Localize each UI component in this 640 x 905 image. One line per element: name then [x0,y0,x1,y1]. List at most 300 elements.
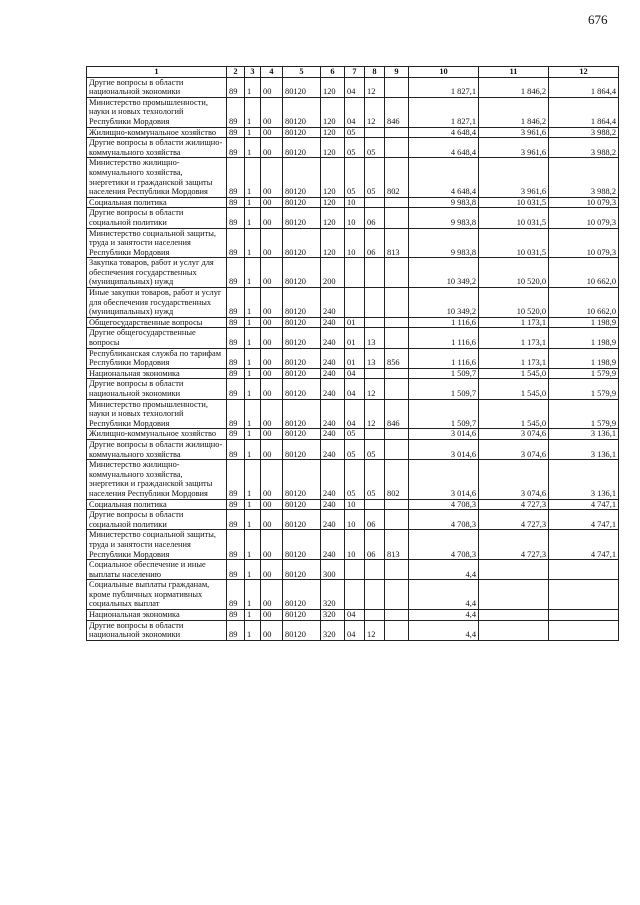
table-cell: 1 864,4 [549,97,619,127]
table-cell: 4 747,1 [549,510,619,530]
table-cell: 89 [227,499,245,510]
table-cell: 1 [245,510,261,530]
table-cell: 1 579,9 [549,399,619,429]
table-cell [385,328,409,348]
table-cell: 1 [245,288,261,318]
row-label-cell: Социальная политика [87,197,227,208]
table-cell: 10 349,2 [409,258,479,288]
table-cell [365,560,385,580]
table-cell: 89 [227,197,245,208]
table-cell: 80120 [283,399,321,429]
table-cell: 80120 [283,77,321,97]
table-cell [479,620,549,640]
table-cell [479,610,549,621]
table-cell: 04 [345,610,365,621]
table-cell: 120 [321,127,345,138]
row-label-cell: Национальная экономика [87,368,227,379]
table-cell: 00 [261,499,283,510]
table-cell: 89 [227,348,245,368]
table-cell: 80120 [283,499,321,510]
table-cell [549,580,619,610]
row-label-cell: Национальная экономика [87,610,227,621]
column-header: 10 [409,67,479,78]
table-cell: 1 827,1 [409,97,479,127]
table-cell: 00 [261,439,283,459]
table-cell: 01 [345,328,365,348]
table-cell: 200 [321,258,345,288]
table-cell: 120 [321,208,345,228]
table-cell: 05 [345,138,365,158]
table-cell: 1 509,7 [409,379,479,399]
table-cell [479,580,549,610]
table-row [87,138,619,158]
table-cell: 06 [365,208,385,228]
table-cell: 10 349,2 [409,288,479,318]
table-cell: 1 864,4 [549,77,619,97]
table-cell: 13 [365,348,385,368]
table-cell: 00 [261,197,283,208]
table-cell: 1 579,9 [549,379,619,399]
table-cell: 4 747,1 [549,530,619,560]
column-header: 8 [365,67,385,78]
table-cell: 4 648,4 [409,138,479,158]
table-cell: 13 [365,328,385,348]
table-cell: 80120 [283,348,321,368]
table-cell: 320 [321,610,345,621]
row-label-cell: Закупка товаров, работ и услуг для обеспечения государственных (муниципальных) нужд [87,258,227,288]
table-cell: 802 [385,158,409,197]
table-cell: 320 [321,620,345,640]
table-cell: 80120 [283,510,321,530]
table-cell: 3 961,6 [479,138,549,158]
table-cell: 1 [245,439,261,459]
row-label-cell: Социальная политика [87,499,227,510]
table-cell [385,317,409,328]
table-cell: 00 [261,158,283,197]
table-cell: 3 074,6 [479,439,549,459]
table-row [87,368,619,379]
table-cell: 10 079,3 [549,228,619,258]
table-cell: 04 [345,399,365,429]
table-cell: 1 198,9 [549,348,619,368]
table-cell: 3 136,1 [549,439,619,459]
table-cell: 80120 [283,258,321,288]
table-cell: 80120 [283,228,321,258]
table-cell: 00 [261,127,283,138]
table-cell: 4,4 [409,620,479,640]
table-cell [365,317,385,328]
table-cell [385,379,409,399]
table-cell: 00 [261,580,283,610]
table-row [87,197,619,208]
table-cell: 4 708,3 [409,530,479,560]
table-cell: 00 [261,97,283,127]
table-cell [385,138,409,158]
table-cell: 1 [245,77,261,97]
row-label-cell: Жилищно-коммунальное хозяйство [87,127,227,138]
row-label-cell: Иные закупки товаров, работ и услуг для обеспечения государственных (муниципальных) нужд [87,288,227,318]
table-cell: 10 [345,499,365,510]
table-cell: 3 074,6 [479,460,549,499]
table-cell: 10 031,5 [479,228,549,258]
table-cell [365,127,385,138]
table-cell: 1 116,6 [409,348,479,368]
table-cell [549,620,619,640]
table-cell: 00 [261,348,283,368]
table-cell: 00 [261,429,283,440]
table-row [87,317,619,328]
table-cell: 4 648,4 [409,127,479,138]
table-cell: 3 961,6 [479,158,549,197]
column-header: 12 [549,67,619,78]
table-cell: 1 [245,97,261,127]
table-cell: 4 648,4 [409,158,479,197]
table-cell: 1 [245,560,261,580]
table-cell: 89 [227,138,245,158]
table-cell: 10 [345,197,365,208]
table-cell [385,127,409,138]
page-number: 676 [588,12,608,27]
table-cell: 00 [261,317,283,328]
table-cell: 80120 [283,197,321,208]
table-cell: 80120 [283,530,321,560]
table-cell: 10 079,3 [549,197,619,208]
table-cell: 80120 [283,580,321,610]
table-row [87,580,619,610]
table-cell: 04 [345,620,365,640]
table-cell: 1 509,7 [409,368,479,379]
row-label-cell: Другие вопросы в области жилищно-коммунального хозяйства [87,439,227,459]
table-cell: 3 074,6 [479,429,549,440]
table-cell: 00 [261,560,283,580]
column-header: 2 [227,67,245,78]
table-cell [365,580,385,610]
table-cell: 10 520,0 [479,288,549,318]
table-cell: 1 173,1 [479,348,549,368]
table-cell: 12 [365,97,385,127]
table-cell: 856 [385,348,409,368]
table-row [87,348,619,368]
table-cell [365,499,385,510]
column-header: 3 [245,67,261,78]
table-row [87,328,619,348]
table-cell: 89 [227,560,245,580]
table-cell: 80120 [283,208,321,228]
table-cell: 04 [345,368,365,379]
table-cell: 1 173,1 [479,317,549,328]
table-row [87,158,619,197]
table-cell: 1 [245,379,261,399]
table-cell: 80120 [283,610,321,621]
table-cell: 89 [227,530,245,560]
table-cell [385,620,409,640]
table-cell: 846 [385,97,409,127]
column-header: 5 [283,67,321,78]
row-label-cell: Другие вопросы в области национальной экономики [87,620,227,640]
table-header-row [87,67,619,78]
table-cell: 00 [261,510,283,530]
table-cell: 10 031,5 [479,208,549,228]
table-cell: 1 116,6 [409,328,479,348]
table-cell: 00 [261,208,283,228]
table-cell: 3 014,6 [409,429,479,440]
table-cell [385,510,409,530]
table-cell [345,560,365,580]
table-cell: 3 961,6 [479,127,549,138]
table-cell: 00 [261,258,283,288]
table-cell [385,288,409,318]
table-cell: 1 [245,368,261,379]
table-cell: 300 [321,560,345,580]
table-cell: 1 116,6 [409,317,479,328]
table-cell: 846 [385,399,409,429]
table-cell: 240 [321,510,345,530]
table-cell: 1 579,9 [549,368,619,379]
table-row [87,208,619,228]
table-cell: 4 708,3 [409,510,479,530]
table-cell: 1 [245,460,261,499]
row-label-cell: Другие вопросы в области национальной экономики [87,77,227,97]
table-cell [385,499,409,510]
table-cell: 05 [345,158,365,197]
table-cell: 89 [227,208,245,228]
table-cell: 05 [345,439,365,459]
table-cell: 3 014,6 [409,460,479,499]
table-cell: 240 [321,460,345,499]
table-cell: 1 [245,138,261,158]
table-cell: 80120 [283,620,321,640]
table-cell: 89 [227,258,245,288]
row-label-cell: Другие вопросы в области социальной политики [87,208,227,228]
table-cell [385,429,409,440]
budget-table [86,66,619,641]
table-cell: 1 846,2 [479,97,549,127]
table-row [87,499,619,510]
table-row [87,97,619,127]
table-row [87,379,619,399]
table-row [87,258,619,288]
table-cell: 80120 [283,368,321,379]
table-cell: 240 [321,379,345,399]
table-cell: 1 545,0 [479,368,549,379]
table-cell: 240 [321,317,345,328]
table-cell: 89 [227,77,245,97]
table-cell: 05 [365,138,385,158]
table-cell: 89 [227,288,245,318]
table-cell: 120 [321,138,345,158]
table-cell: 12 [365,399,385,429]
table-cell: 00 [261,610,283,621]
table-cell [365,610,385,621]
table-cell [365,288,385,318]
table-cell: 80120 [283,158,321,197]
table-cell: 10 662,0 [549,258,619,288]
table-cell: 1 [245,620,261,640]
table-cell: 89 [227,317,245,328]
table-cell [365,368,385,379]
table-cell: 1 [245,399,261,429]
table-row [87,530,619,560]
table-cell: 00 [261,288,283,318]
row-label-cell: Министерство жилищно-коммунального хозяйства, энергетики и гражданской защиты населения Республики Мордовия [87,158,227,197]
table-cell: 80120 [283,317,321,328]
table-cell [345,580,365,610]
table-cell: 1 846,2 [479,77,549,97]
table-cell: 80120 [283,138,321,158]
table-row [87,127,619,138]
table-cell: 06 [365,228,385,258]
table-cell: 12 [365,77,385,97]
column-header: 4 [261,67,283,78]
table-cell: 89 [227,399,245,429]
table-cell: 00 [261,460,283,499]
table-cell: 1 [245,499,261,510]
table-row [87,77,619,97]
table-cell: 05 [365,158,385,197]
table-cell: 4 727,3 [479,499,549,510]
row-label-cell: Социальные выплаты гражданам, кроме публичных нормативных социальных выплат [87,580,227,610]
table-row [87,610,619,621]
table-cell [385,258,409,288]
table-cell: 4 727,3 [479,510,549,530]
table-cell: 240 [321,530,345,560]
column-header: 9 [385,67,409,78]
row-label-cell: Другие вопросы в области жилищно-коммунального хозяйства [87,138,227,158]
table-cell: 00 [261,368,283,379]
table-cell: 80120 [283,439,321,459]
table-cell: 1 545,0 [479,379,549,399]
table-cell: 1 [245,610,261,621]
row-label-cell: Другие вопросы в области национальной экономики [87,379,227,399]
table-cell: 89 [227,127,245,138]
row-label-cell: Общегосударственные вопросы [87,317,227,328]
table-cell: 80120 [283,379,321,399]
table-cell: 04 [345,77,365,97]
table-cell: 12 [365,379,385,399]
table-cell: 10 079,3 [549,208,619,228]
table-cell: 06 [365,510,385,530]
table-cell: 120 [321,228,345,258]
table-cell: 4 708,3 [409,499,479,510]
table-cell: 240 [321,328,345,348]
table-cell: 80120 [283,429,321,440]
table-cell: 10 [345,530,365,560]
table-cell: 10 [345,510,365,530]
table-row [87,429,619,440]
table-cell [479,560,549,580]
table-cell: 1 [245,158,261,197]
table-cell [385,368,409,379]
table-cell: 4 747,1 [549,499,619,510]
table-cell: 05 [345,460,365,499]
table-cell: 06 [365,530,385,560]
table-cell: 240 [321,399,345,429]
table-cell: 1 [245,317,261,328]
table-cell: 00 [261,620,283,640]
table-cell: 89 [227,368,245,379]
table-cell: 240 [321,439,345,459]
table-cell [549,610,619,621]
table-cell: 3 988,2 [549,158,619,197]
column-header: 1 [87,67,227,78]
table-cell: 80120 [283,460,321,499]
table-cell [345,288,365,318]
table-cell: 10 031,5 [479,197,549,208]
table-cell: 120 [321,77,345,97]
table-cell: 1 [245,348,261,368]
table-cell: 00 [261,228,283,258]
table-cell: 00 [261,328,283,348]
table-cell: 813 [385,530,409,560]
table-cell: 10 [345,228,365,258]
table-cell [549,560,619,580]
table-row [87,439,619,459]
row-label-cell: Министерство промышленности, науки и новых технологий Республики Мордовия [87,399,227,429]
row-label-cell: Республиканская служба по тарифам Республики Мордовия [87,348,227,368]
table-cell: 89 [227,580,245,610]
table-cell: 3 136,1 [549,460,619,499]
table-cell: 3 136,1 [549,429,619,440]
table-cell: 1 509,7 [409,399,479,429]
table-cell: 320 [321,580,345,610]
table-cell: 4,4 [409,580,479,610]
row-label-cell: Социальное обеспечение и иные выплаты населению [87,560,227,580]
table-cell: 89 [227,379,245,399]
table-cell [365,258,385,288]
table-body [87,77,619,640]
table-cell: 00 [261,379,283,399]
table-cell: 12 [365,620,385,640]
table-cell: 120 [321,97,345,127]
table-cell: 89 [227,460,245,499]
table-cell: 89 [227,620,245,640]
table-cell: 240 [321,368,345,379]
table-cell: 80120 [283,560,321,580]
table-cell: 00 [261,399,283,429]
table-cell: 240 [321,348,345,368]
table-cell: 1 173,1 [479,328,549,348]
table-cell: 1 [245,258,261,288]
table-cell: 1 [245,208,261,228]
table-cell: 120 [321,158,345,197]
table-row [87,228,619,258]
table-cell [385,208,409,228]
table-cell: 240 [321,499,345,510]
row-label-cell: Жилищно-коммунальное хозяйство [87,429,227,440]
table-cell [385,610,409,621]
row-label-cell: Министерство промышленности, науки и новых технологий Республики Мордовия [87,97,227,127]
table-row [87,560,619,580]
row-label-cell: Министерство жилищно-коммунального хозяйства, энергетики и гражданской защиты населения Республики Мордовия [87,460,227,499]
table-cell: 01 [345,348,365,368]
table-cell: 3 014,6 [409,439,479,459]
table-cell: 00 [261,530,283,560]
table-cell: 89 [227,439,245,459]
table-cell: 9 983,8 [409,208,479,228]
row-label-cell: Другие вопросы в области социальной политики [87,510,227,530]
table-cell: 4,4 [409,610,479,621]
table-cell: 240 [321,429,345,440]
table-cell: 3 988,2 [549,127,619,138]
table-cell: 00 [261,77,283,97]
table-cell: 80120 [283,288,321,318]
table-cell [385,580,409,610]
row-label-cell: Министерство социальной защиты, труда и занятости населения Республики Мордовия [87,530,227,560]
table-cell: 89 [227,610,245,621]
table-cell: 10 662,0 [549,288,619,318]
table-cell [365,429,385,440]
table-cell: 1 [245,580,261,610]
